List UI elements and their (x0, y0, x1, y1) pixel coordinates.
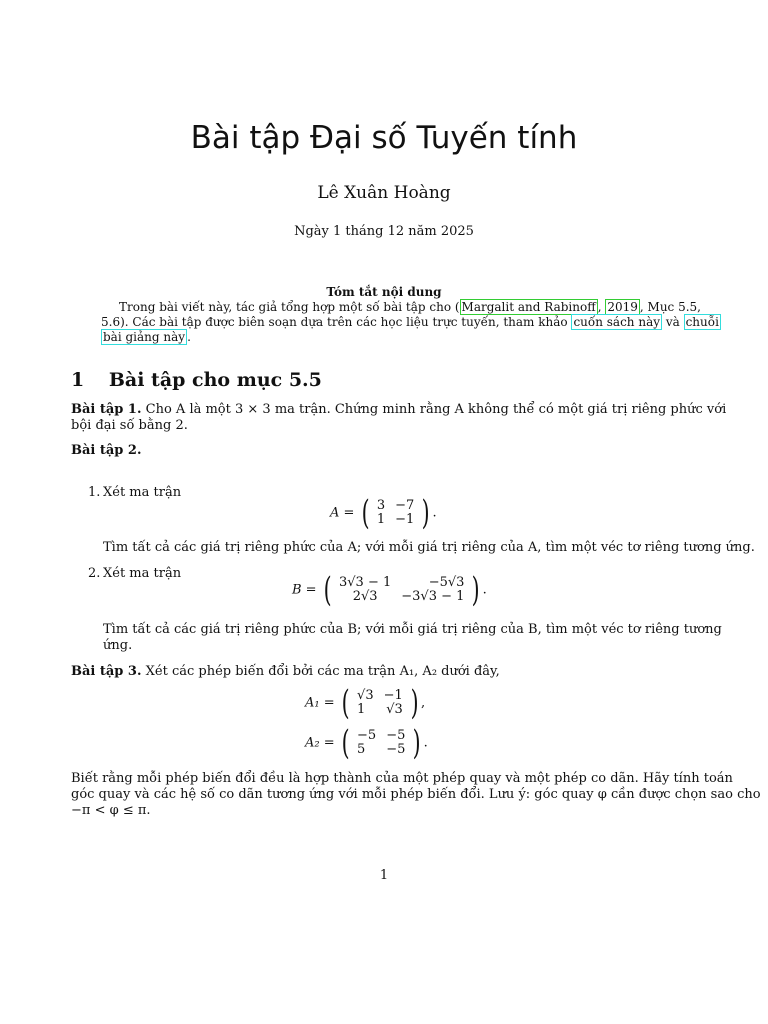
matrix-A (372, 499, 419, 527)
matrix-B (334, 576, 469, 604)
matrix-cell: √3 (357, 688, 374, 703)
matrix-cell: −5 (386, 742, 406, 757)
exercise-3-body (71, 771, 761, 819)
exercise-2-item-2-intro: Xét ma trận (103, 566, 182, 581)
matrix-cell: −3√3 − 1 (401, 589, 465, 604)
exercise-2-item-2-line-2: ứng. (103, 638, 133, 653)
section-heading (71, 369, 322, 391)
citation-year-link[interactable]: 2019 (607, 300, 638, 314)
citation-author-link[interactable]: Margalit and Rabinoff (461, 300, 596, 314)
left-paren: ( (341, 683, 350, 723)
exercise-2-label: Bài tập 2. (71, 443, 142, 458)
exercise-1-text-2: bội đại số bằng 2. (71, 418, 188, 433)
matrix-cell: −1 (395, 512, 415, 527)
matrix-A1-name: A₁ = (305, 695, 335, 711)
author: Lê Xuân Hoàng (317, 183, 451, 203)
right-paren: ) (410, 683, 419, 723)
exercise-3-label: Bài tập 3. (71, 664, 142, 679)
abstract-text: Trong bài viết này, tác giả tổng hợp một số bài tập cho ( (119, 300, 460, 314)
abstract-text-2: , Mục 5.5, (639, 300, 701, 314)
matrix-cell: 5 (357, 742, 366, 757)
left-paren: ( (361, 493, 370, 533)
exercise-2-item-2-text (103, 622, 722, 654)
matrix-cell: −7 (395, 498, 415, 513)
matrix-A2 (352, 729, 410, 757)
matrix-B-name: B = (292, 582, 317, 598)
exercise-2-item-1-number: 1. (88, 485, 101, 500)
exercise-2-item-1-intro: Xét ma trận (103, 485, 182, 500)
exercise-3 (71, 664, 500, 680)
citation-separator: , (597, 300, 606, 314)
abstract-end: . (187, 330, 191, 344)
exercise-3-line-1: Biết rằng mỗi phép biến đổi đều là hợp thành của một phép quay và một phép co dãn. Hãy tính toán (71, 771, 733, 786)
matrix-A1 (352, 689, 408, 717)
matrix-cell: 3 (376, 498, 386, 513)
matrix-end-punct: , (421, 695, 426, 711)
matrix-cell: −5 (386, 728, 406, 743)
exercise-1-text: Cho A là một 3 × 3 ma trận. Chứng minh rằng A không thể có một giá trị riêng phức với (145, 402, 727, 417)
abstract-and: và (662, 315, 684, 329)
exercise-3-line-3: −π < φ ≤ π. (71, 803, 151, 818)
exercise-3-line-2: góc quay và các hệ số co dãn tương ứng với mỗi phép biến đổi. Lưu ý: góc quay φ cần được chọn sao cho (71, 787, 761, 802)
matrix-cell: √3 (386, 702, 403, 717)
matrix-A-equation (330, 493, 437, 533)
abstract-heading: Tóm tắt nội dung (326, 285, 442, 299)
right-paren: ) (421, 493, 430, 533)
exercise-1 (71, 402, 727, 434)
matrix-end-punct: . (423, 735, 428, 751)
page-title: Bài tập Đại số Tuyến tính (190, 120, 578, 156)
matrix-end-punct: . (432, 505, 437, 521)
exercise-2-item-2-line-1: Tìm tất cả các giá trị riêng phức của B; với mỗi giá trị riêng của B, tìm một véc tơ riêng tương (103, 622, 722, 637)
lectures-link[interactable]: chuỗi (685, 315, 719, 329)
matrix-cell: 2√3 (352, 589, 378, 604)
section-number: 1 (71, 369, 85, 391)
matrix-A1-equation (305, 683, 426, 723)
book-link[interactable]: cuốn sách này (573, 315, 661, 329)
exercise-3-intro: Xét các phép biến đổi bởi các ma trận A₁, A₂ dưới đây, (145, 664, 500, 679)
lectures-link-cont[interactable]: bài giảng này (103, 330, 186, 344)
matrix-cell: 1 (376, 512, 386, 527)
exercise-1-label: Bài tập 1. (71, 402, 142, 417)
exercise-2-item-2-number: 2. (88, 566, 101, 581)
date: Ngày 1 tháng 12 năm 2025 (294, 224, 474, 239)
matrix-cell: 3√3 − 1 (338, 575, 392, 590)
left-paren: ( (323, 570, 332, 610)
matrix-cell: 1 (357, 702, 366, 717)
matrix-cell: −5 (357, 728, 377, 743)
matrix-A2-name: A₂ = (305, 735, 335, 751)
left-paren: ( (341, 723, 350, 763)
matrix-A2-equation (305, 723, 428, 763)
matrix-B-equation (292, 570, 487, 610)
matrix-cell: −5√3 (428, 575, 465, 590)
page-number: 1 (379, 868, 389, 883)
section-title: Bài tập cho mục 5.5 (108, 369, 322, 391)
abstract-body (101, 300, 719, 345)
exercise-2-item-1-text: Tìm tất cả các giá trị riêng phức của A; với mỗi giá trị riêng của A, tìm một véc tơ riêng tương ứng. (103, 540, 755, 555)
abstract-text-3: 5.6). Các bài tập được biên soạn dựa trên các học liệu trực tuyến, tham khảo (101, 315, 572, 329)
matrix-end-punct: . (482, 582, 487, 598)
right-paren: ) (413, 723, 421, 763)
matrix-cell: −1 (383, 688, 403, 703)
right-paren: ) (472, 570, 481, 610)
matrix-A-name: A = (330, 505, 355, 521)
